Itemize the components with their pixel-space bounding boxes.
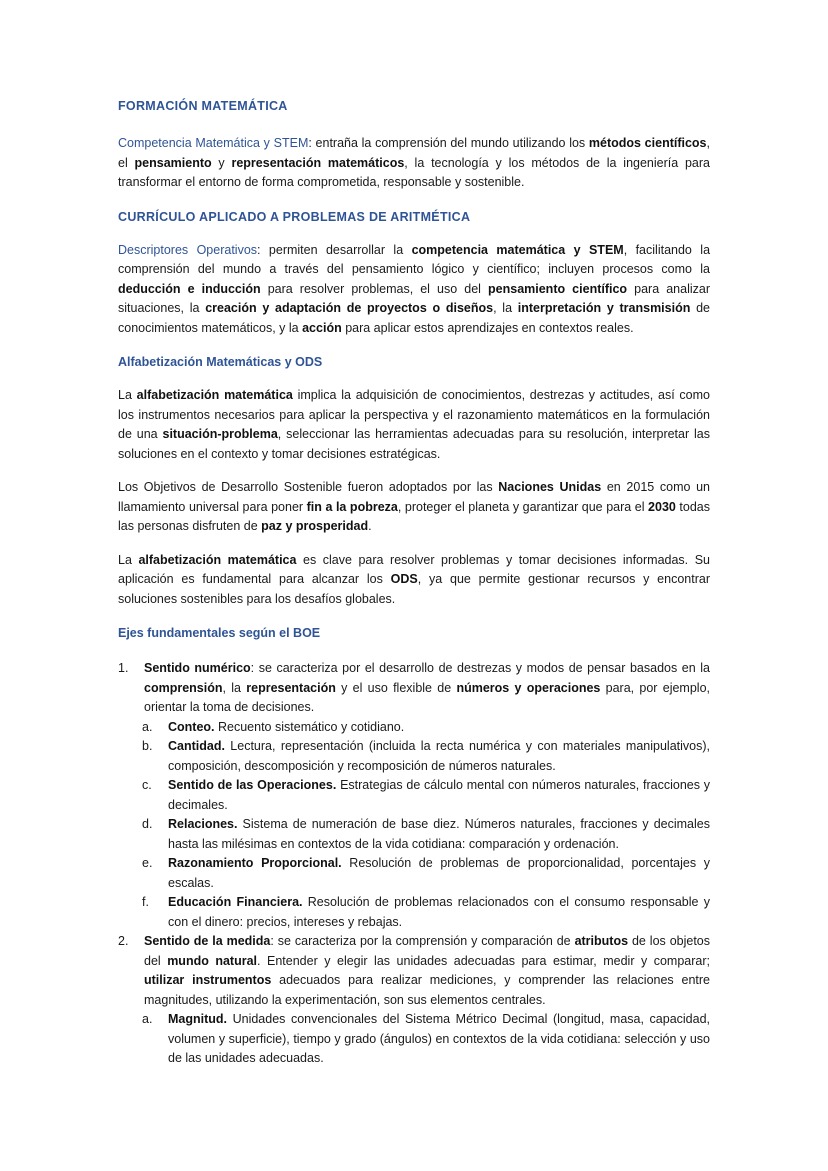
- sentido-medida-sublist: [118, 1010, 710, 1069]
- sublist-item: c. Sentido de las Operaciones. Estrategias de cálculo mental con números naturales, fracciones y decimales.: [142, 778, 710, 812]
- paragraph-alfabetizacion-2: Los Objetivos de Desarrollo Sostenible fueron adoptados por las Naciones Unidas en 2015 como un llamamiento universal para poner fin a la pobreza, proteger el planeta y garantizar que para el 2030 todas las personas disfruten de paz y prosperidad.: [118, 480, 711, 533]
- sublist-item: a. Conteo. Recuento sistemático y cotidiano.: [142, 719, 405, 734]
- section-title-formacion: FORMACIÓN MATEMÁTICA: [118, 99, 288, 113]
- subsection-title-alfabetizacion: Alfabetización Matemáticas y ODS: [118, 355, 323, 369]
- sublist-item: b. Cantidad. Lectura, representación (incluida la recta numérica y con materiales manipulativos), composición, descomposición y recomposición de números naturales.: [142, 739, 710, 773]
- term-descriptores: Descriptores Operativos: [118, 242, 258, 257]
- ejes-list: [118, 659, 710, 718]
- list-item-sentido-numerico: 1. Sentido numérico: se caracteriza por el desarrollo de destrezas y modos de pensar basados en la comprensión, la representación y el uso flexible de números y operaciones para, por ejemplo, orientar la toma de decisiones.: [118, 661, 710, 714]
- sublist-item: e. Razonamiento Proporcional. Resolución de problemas de proporcionalidad, porcentajes y escalas.: [142, 856, 711, 890]
- paragraph-alfabetizacion-3: La alfabetización matemática es clave para resolver problemas y tomar decisiones informadas. Su aplicación es fundamental para alcanzar los ODS, ya que permite gestionar recursos y encontrar soluciones sostenibles para los desafíos globales.: [118, 552, 710, 606]
- sentido-numerico-sublist: [118, 718, 710, 933]
- section-title-curriculo: CURRÍCULO APLICADO A PROBLEMAS DE ARITMÉTICA: [118, 209, 471, 224]
- list-item-sentido-medida: 2. Sentido de la medida: se caracteriza por la comprensión y comparación de atributos de los objetos del mundo natural. Entender y elegir las unidades adecuadas para estimar, medir y comparar; utilizar instrumentos adecuados para realizar mediciones, y comprender las relaciones entre magnitudes, utilizando la experimentación, son sus elementos centrales.: [118, 934, 711, 1007]
- sublist-item: f. Educación Financiera. Resolución de problemas relacionados con el consumo responsable y con el dinero: precios, intereses y rebajas.: [142, 895, 710, 929]
- paragraph-alfabetizacion-1: La alfabetización matemática implica la adquisición de conocimientos, destrezas y actitudes, así como los instrumentos necesarios para aplicar la perspectiva y el razonamiento matemáticos en la formulación de una situación-problema, seleccionar las herramientas adecuadas para su resolución, interpretar las soluciones en el contexto y tomar decisiones estratégicas.: [118, 388, 710, 461]
- paragraph-descriptores: Descriptores Operativos: permiten desarrollar la competencia matemática y STEM, facilitando la comprensión del mundo a través del pensamiento lógico y científico; incluyen procesos como la deducción e inducción para resolver problemas, el uso del pensamiento científico para analizar situaciones, la creación y adaptación de proyectos o diseños, la interpretación y transmisión de conocimientos matemáticos, y la acción para aplicar estos aprendizajes en contextos reales.: [118, 242, 711, 335]
- paragraph-competencia: Competencia Matemática y STEM: entraña la comprensión del mundo utilizando los métodos científicos, el pensamiento y representación matemáticos, la tecnología y los métodos de la ingeniería para transformar el entorno de forma comprometida, responsable y sostenible.: [118, 136, 710, 189]
- sublist-item: d. Relaciones. Sistema de numeración de base diez. Números naturales, fracciones y decimales hasta las milésimas en contextos de la vida cotidiana: comparación y ordenación.: [142, 817, 710, 851]
- subsection-title-ejes: Ejes fundamentales según el BOE: [118, 626, 321, 640]
- sublist-item: a. Magnitud. Unidades convencionales del Sistema Métrico Decimal (longitud, masa, capacidad, volumen y superficie), tiempo y grado (ángulos) en contextos de la vida cotidiana: selección y uso de las unidades adecuadas.: [142, 1012, 710, 1065]
- list-number: 1.: [118, 661, 129, 675]
- ejes-list-continued: [118, 932, 710, 1010]
- list-number: 2.: [118, 934, 129, 948]
- document-page: [118, 96, 710, 1069]
- term-competencia: Competencia Matemática y STEM: [118, 136, 309, 150]
